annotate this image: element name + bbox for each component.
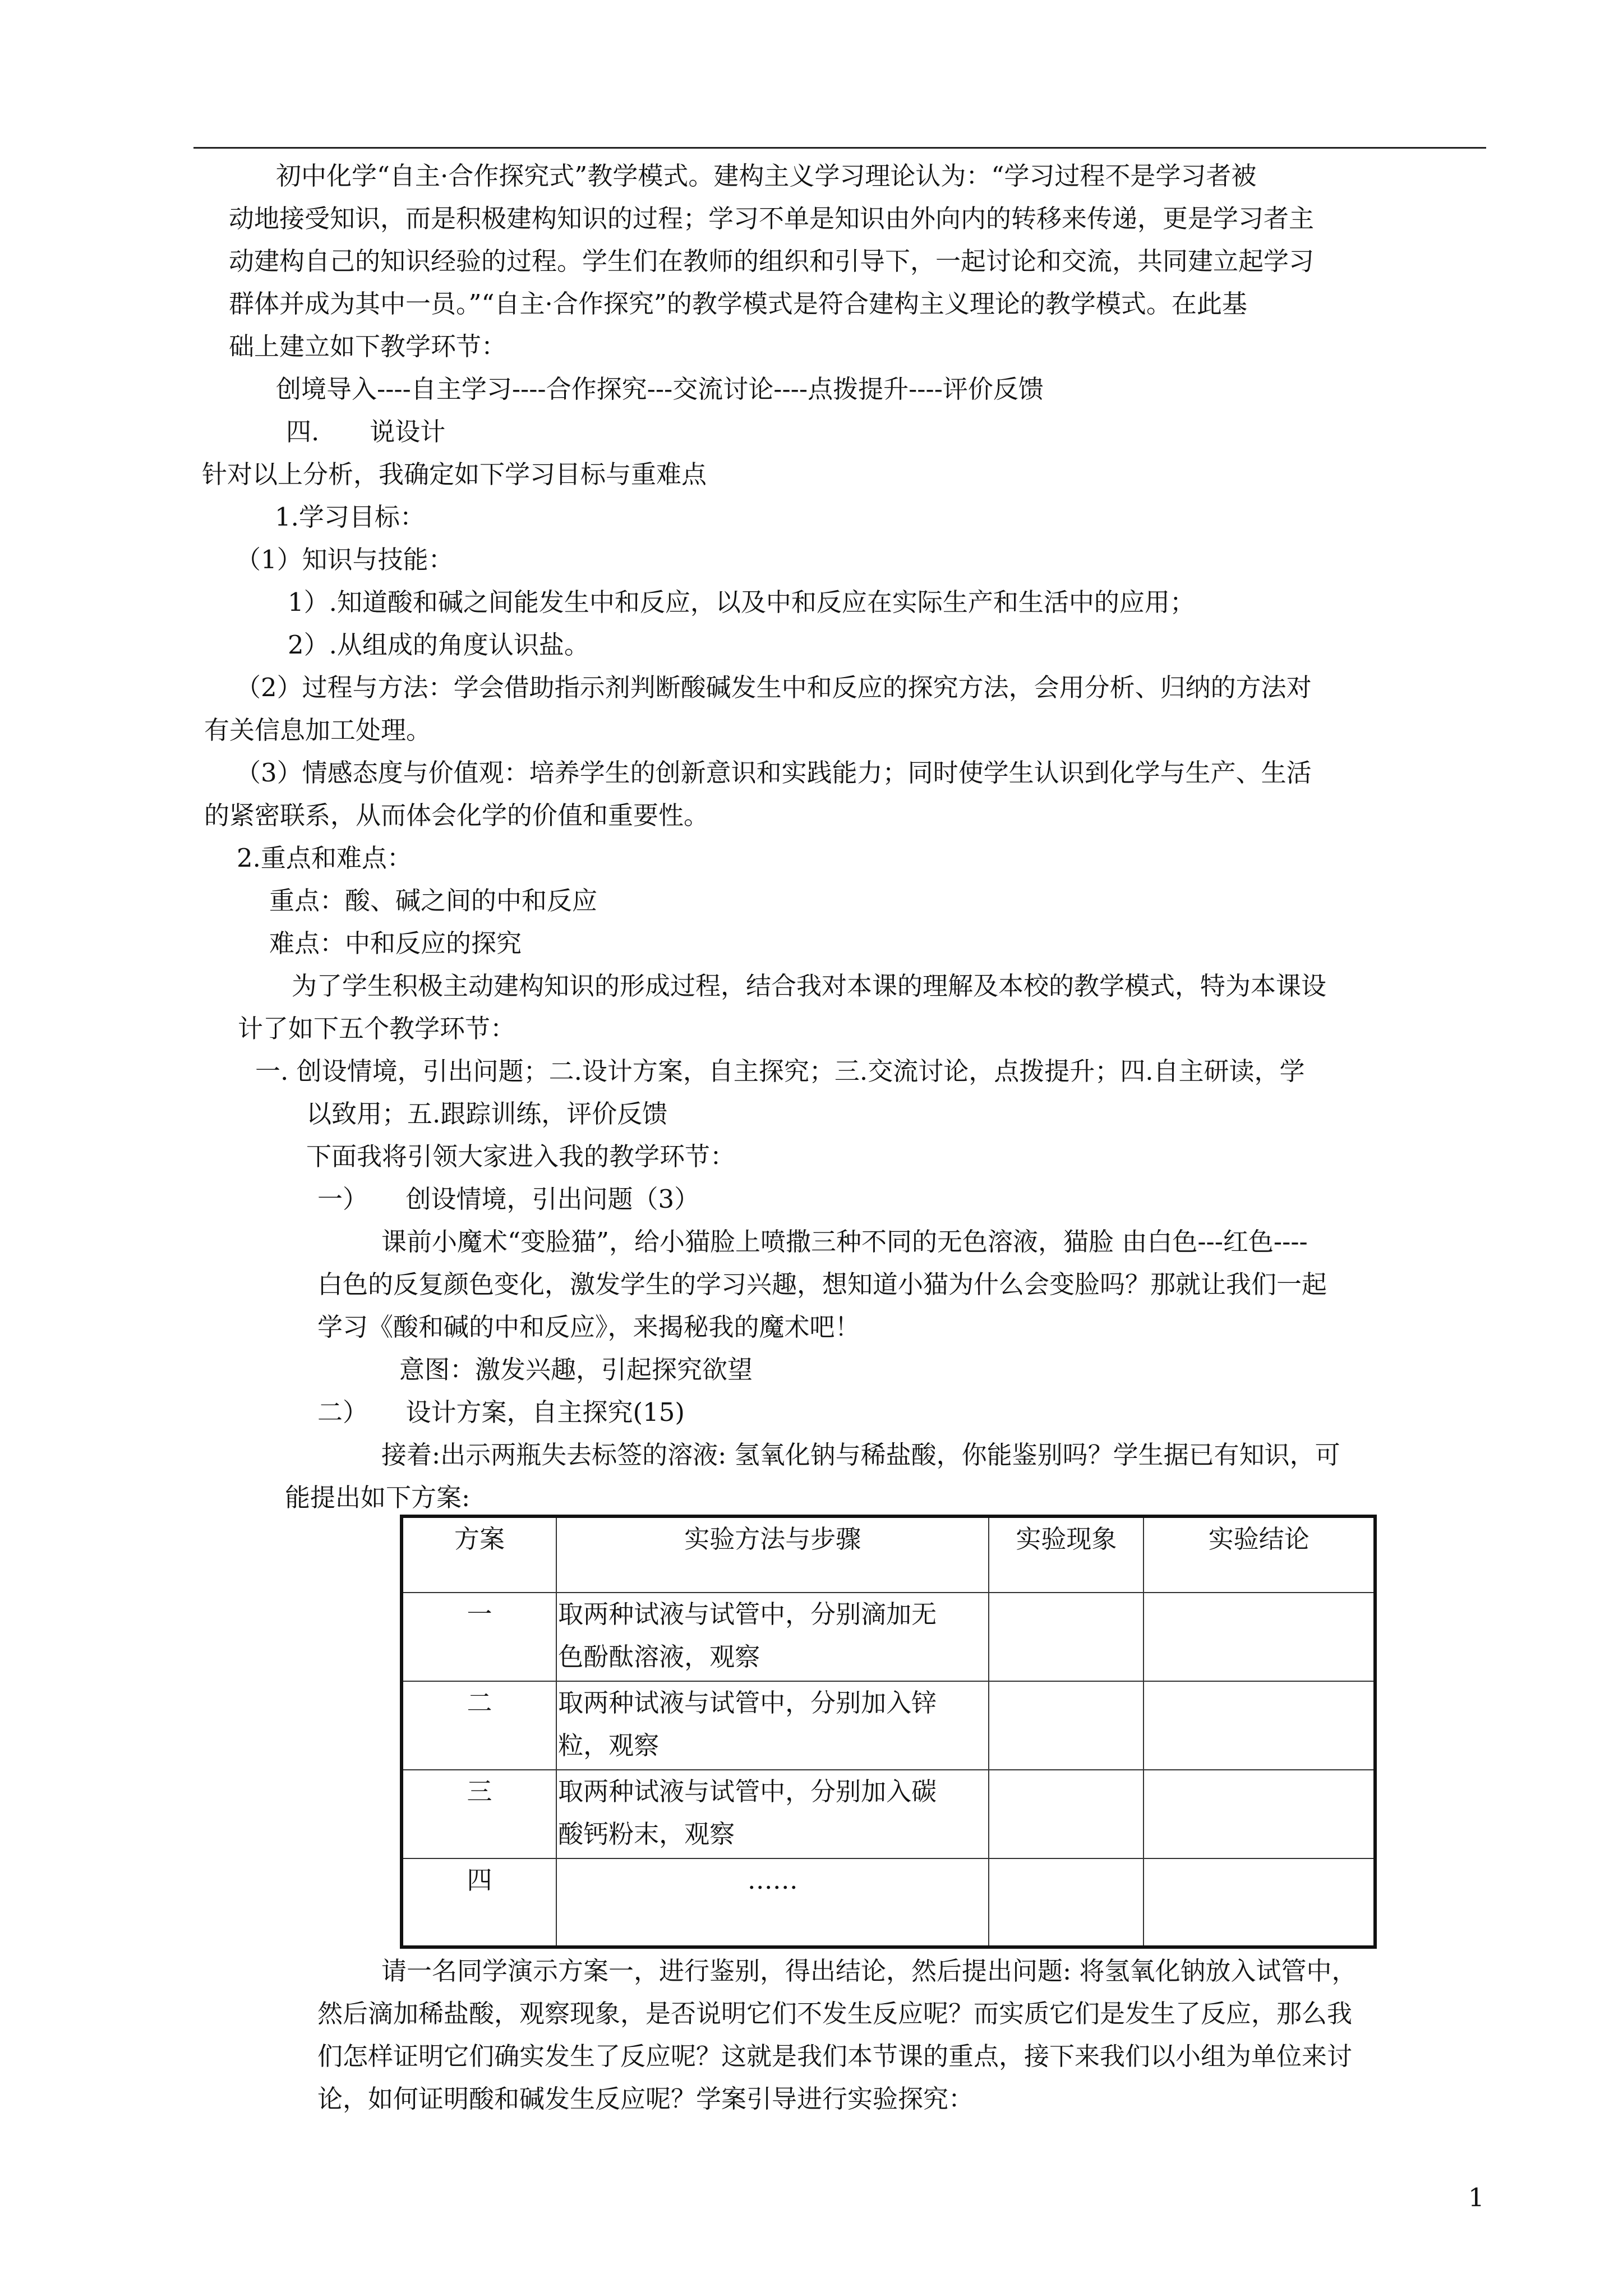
paragraph-line: 础上建立如下教学环节： xyxy=(229,332,507,361)
plan-cell: 二 xyxy=(402,1681,556,1770)
paragraph-line: 一. 创设情境，引出问题；二.设计方案，自主探究；三.交流讨论，点拨提升；四.自主研读，学 xyxy=(255,1056,1305,1086)
phenomenon-cell xyxy=(989,1858,1144,1947)
plan-cell: 四 xyxy=(402,1858,556,1947)
paragraph-line: 能提出如下方案: xyxy=(285,1483,471,1512)
subheading: 二） 设计方案，自主探究(15) xyxy=(317,1397,685,1427)
conclusion-cell xyxy=(1144,1858,1375,1947)
method-cell xyxy=(556,1858,989,1947)
phenomenon-cell xyxy=(989,1681,1144,1770)
table-header-row xyxy=(402,1516,1375,1593)
paragraph-line: 有关信息加工处理。 xyxy=(204,715,432,745)
column-header: 实验现象 xyxy=(989,1516,1144,1593)
subheading: 2.重点和难点： xyxy=(237,843,412,873)
phenomenon-cell xyxy=(989,1593,1144,1681)
conclusion-cell xyxy=(1144,1593,1375,1681)
method-cell xyxy=(556,1593,989,1681)
column-header: 方案 xyxy=(402,1516,556,1593)
paragraph-line: 针对以上分析，我确定如下学习目标与重难点 xyxy=(202,459,707,489)
method-text: 取两种试液与试管中，分别加入碳 xyxy=(558,1777,937,1806)
paragraph-line: 2）.从组成的角度认识盐。 xyxy=(288,630,589,660)
paragraph-line: 的紧密联系，从而体会化学的价值和重要性。 xyxy=(204,800,709,830)
paragraph-line: 接着:出示两瓶失去标签的溶液: 氢氧化钠与稀盐酸，你能鉴别吗？学生据已有知识，可 xyxy=(381,1440,1340,1470)
paragraph-line: 难点：中和反应的探究 xyxy=(269,928,522,958)
method-text: 取两种试液与试管中，分别滴加无 xyxy=(558,1599,937,1629)
paragraph-line: 课前小魔术“变脸猫”，给小猫脸上喷撒三种不同的无色溶液，猫脸 由白色---红色---- xyxy=(381,1227,1308,1257)
paragraph-line: （2）过程与方法：学会借助指示剂判断酸碱发生中和反应的探究方法，会用分析、归纳的方法对 xyxy=(236,673,1312,702)
method-cell xyxy=(556,1681,989,1770)
method-cell xyxy=(556,1770,989,1858)
method-text: 色酚酞溶液，观察 xyxy=(558,1642,760,1672)
paragraph-line: 动建构自己的知识经验的过程。学生们在教师的组织和引导下，一起讨论和交流，共同建立起学习 xyxy=(229,246,1315,276)
table-row xyxy=(402,1770,1375,1858)
paragraph-line: 创境导入----自主学习----合作探究---交流讨论----点拨提升----评价反馈 xyxy=(276,374,1044,404)
paragraph-line: 1）.知道酸和碱之间能发生中和反应，以及中和反应在实际生产和生活中的应用； xyxy=(288,587,1195,617)
paragraph-line: 意图：激发兴趣，引起探究欲望 xyxy=(399,1355,753,1384)
table-row xyxy=(402,1858,1375,1947)
method-text: 粒，观察 xyxy=(558,1731,660,1760)
paragraph-line: 学习《酸和碱的中和反应》，来揭秘我的魔术吧！ xyxy=(317,1312,860,1342)
column-header: 实验结论 xyxy=(1144,1516,1375,1593)
table-row xyxy=(402,1681,1375,1770)
paragraph-line: 下面我将引领大家进入我的教学环节： xyxy=(306,1142,736,1171)
method-text: 酸钙粉末，观察 xyxy=(558,1819,735,1849)
paragraph-line: 计了如下五个教学环节： xyxy=(238,1014,516,1043)
conclusion-cell xyxy=(1144,1770,1375,1858)
table-row xyxy=(402,1593,1375,1681)
paragraph-line: 群体并成为其中一员。”“自主·合作探究”的教学模式是符合建构主义理论的教学模式。在此基 xyxy=(229,289,1247,319)
paragraph-line: 重点：酸、碱之间的中和反应 xyxy=(269,886,598,915)
header-rule xyxy=(193,147,1486,149)
page-number: 1 xyxy=(1468,2183,1484,2212)
subheading: 一） 创设情境，引出问题（3） xyxy=(317,1184,700,1214)
experiment-plan-table xyxy=(400,1515,1377,1949)
paragraph-line: 请一名同学演示方案一，进行鉴别，得出结论，然后提出问题: 将氢氧化钠放入试管中， xyxy=(381,1956,1357,1986)
section-heading: 四. 说设计 xyxy=(286,417,446,447)
subheading: （1）知识与技能： xyxy=(236,545,454,574)
paragraph-line: 白色的反复颜色变化，激发学生的学习兴趣，想知道小猫为什么会变脸吗？那就让我们一起 xyxy=(317,1269,1327,1299)
paragraph-line: 们怎样证明它们确实发生了反应呢？这就是我们本节课的重点，接下来我们以小组为单位来讨 xyxy=(317,2041,1353,2071)
plan-cell: 三 xyxy=(402,1770,556,1858)
phenomenon-cell xyxy=(989,1770,1144,1858)
conclusion-cell xyxy=(1144,1681,1375,1770)
method-text: …… xyxy=(747,1865,798,1895)
plan-cell: 一 xyxy=(402,1593,556,1681)
column-header: 实验方法与步骤 xyxy=(556,1516,989,1593)
paragraph-line: 然后滴加稀盐酸，观察现象，是否说明它们不发生反应呢？而实质它们是发生了反应，那么我 xyxy=(317,1999,1353,2028)
paragraph-line: 论，如何证明酸和碱发生反应呢？学案引导进行实验探究： xyxy=(317,2084,974,2114)
paragraph-line: 为了学生积极主动建构知识的形成过程，结合我对本课的理解及本校的教学模式，特为本课设 xyxy=(292,971,1327,1001)
paragraph-line: 初中化学“自主·合作探究式”教学模式。建构主义学习理论认为：“学习过程不是学习者被 xyxy=(276,161,1257,191)
paragraph-line: 动地接受知识，而是积极建构知识的过程；学习不单是知识由外向内的转移来传递，更是学习者主 xyxy=(229,204,1315,233)
paragraph-line: （3）情感态度与价值观：培养学生的创新意识和实践能力；同时使学生认识到化学与生产、生活 xyxy=(236,758,1312,788)
paragraph-line: 以致用；五.跟踪训练，评价反馈 xyxy=(306,1099,668,1129)
method-text: 取两种试液与试管中，分别加入锌 xyxy=(558,1688,937,1718)
subheading: 1.学习目标： xyxy=(275,502,425,532)
